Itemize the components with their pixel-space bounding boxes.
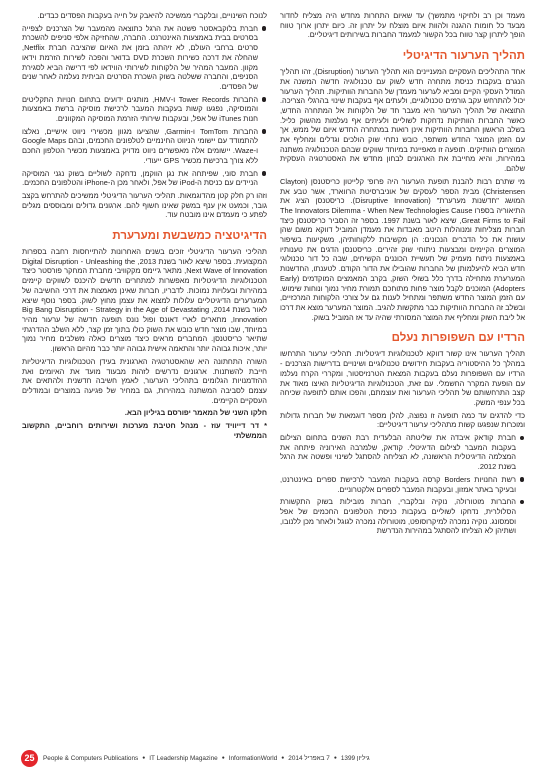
footer-publisher: People & Computers Publications: [43, 754, 139, 762]
bullet-icon: [520, 436, 524, 440]
continuation-paragraph: לנוכח השינויים, ובלקברי ממשיכה להיאבק על חייה בעקבות הפסדים כבדים.: [37, 11, 267, 20]
section-heading: הרדיו עם השפופרות נעלם: [391, 332, 525, 345]
footer-issue: גיליון 1399: [340, 754, 370, 762]
footer-separator-icon: ●: [221, 755, 225, 761]
bullet-text: רשת החנויות Borders קרסה בעקבות המעבר לרכישת ספרים באינטרנט, ובעיקר באתר אמזון, ובעקבות המעבר לספרים אלקטרוניים.: [280, 474, 516, 494]
bullet-icon: [262, 129, 266, 133]
next-issue-note: חלקו השני של המאמר יפורסם בגיליון הבא.: [124, 408, 267, 418]
bullet-text: החברות TomTom ו-Garmin, שהציעו מגוון מכשירי ניווט אישיים, נאלצו להתמודד עם יישומי הניווט החינמיים לטלפונים החכמים, ובהם Google Maps ו-Waze. יישומים אלה מאפשרים ניווט מדויק באמצעות מכשיר הטלפון החכם ללא צורך ברכישת מכשיר GPS ייעודי.: [22, 126, 259, 165]
page-footer: [21, 748, 370, 768]
footer-separator-icon: ●: [333, 755, 337, 761]
left-column: [22, 11, 267, 443]
footer-magazine: IT Leadership Magazine: [149, 754, 218, 762]
bullet-icon: [520, 500, 524, 504]
section-heading: הדיגיטציה כמשבשת ומערערת: [112, 230, 267, 243]
bullet-text: חברת בלוקבאסטר פשטה את הרגל כתוצאה מהמעבר של הצרכנים לצפייה בסרטים בבית באמצעות האינטרנט. החברה, שהחזיקה אלפי סניפים להשכרת סרטים ברחבי העולם, לא זיהתה בזמן את האיום שהציבה חברת Netflix, שהחלה את דרכה כשירות השכרת DVD בדואר והפכה לשירות הזרמת וידאו מקוון. המעבר המהיר של הלקוחות לשירותי הווידאו לפי דרישה הביא לסגירת הסניפים, והחברה ששלטה בשוק השכרת הסרטים הביתית נעלמה לאחר שנים של הפסדים.: [22, 23, 258, 91]
bullet-item: [280, 433, 525, 472]
intro-paragraph: מעמד וכן רב ולחיקוי מתמשך) עד שאיום התחרות מחדש היה מצליח לחדור מבעד כל חומות ההגנה ולהוות איום מוצלח על יתרון זה. כיום יתרון ארוך טווח הופך ליתרון קצר טווח בכל הקשור למעמד החברות בשירותים דיגיטליים.: [280, 11, 525, 40]
body-paragraph: תהליך הערעור אינו קשור דווקא לטכנולוגיות דיגיטליות. תהליכי ערעור התרחשו במהלך כל ההיסטוריה בעקבות חידושים טכנולוגיים ושינויים בדרישות הצרכנים - הרדיו עם השפופרות נעלם בעקבות המצאת הטרנזיסטור, ומקררי הקרח נעלמו עם הופעת המקרר החשמלי. עם זאת, הטכנולוגיות הדיגיטליות האיצו מאוד את קצב התרחשותם של תהליכי הערעור ואת עוצמתם, והפכו אותם לתופעה שכיחה בכל ענפי המשק.: [280, 349, 525, 407]
bullet-item: [22, 24, 267, 92]
footer-date: 7 באפריל 2014: [288, 754, 330, 762]
bullet-text: החברות מוטורולה, נוקיה ובלקברי, חברות מובילות בשוק התקשורת הסלולרית, נדחקו לשוליים בעקבות כניסת הטלפונים החכמים של אפל וסמסונג. נוקיה נמכרה למיקרוסופט, מוטורולה נמכרה לגוגל ולאחר מכן ללנובו, ושתיהן לא הצליחו להסתגל במהירות הנדרשת: [280, 497, 516, 536]
footer-separator-icon: ●: [142, 755, 146, 761]
bullet-item: [22, 169, 267, 188]
bullet-item: [22, 95, 267, 124]
body-paragraph: תהליכי הערעור הדיגיטלי זוכים בשנים האחרונות להתייחסות רחבה בספרות המקצועית. בספר שיצא לאור בשנת 2013, Digital Disruption - Unleashing the Next Wave of Innovation, מתאר ג'יימס מקקוויבי מחברת המחקר פורסטר כיצד הטכנולוגיות הדיגיטליות מאפשרות למתחרים חדשים להיכנס לשווקים קיימים במהירות ובעלויות נמוכות. לדבריו, חברות שאינן מאמצות את דרכי החשיבה של המערערים הדיגיטליים עלולות למצוא את עצמן מחוץ לשוק. בספר נוסף שיצא לאור בשנת 2014, Big Bang Disruption - Strategy in the Age of Devastating Innovation, מתארים לארי דאונס ופול נונס תופעה חדשה של ערעור מהיר במיוחד, שבו מוצר חדש כובש את השוק כולו בתוך זמן קצר, ללא השלב ההדרגתי שתיאר כריסטנסן. המחברים מראים כיצד מוצרים כאלה משלבים מחיר נמוך יותר, איכות גבוהה יותר והתאמה אישית גבוהה יותר כבר מהיום הראשון.: [22, 247, 268, 354]
body-paragraph: וזהו רק חלק קטן מהדוגמאות. תהליכי הערעור הדיגיטלי ממשיכים להתרחש בקצב גובר, וכמעט אין ענף במשק שאינו חשוף להם. ארגונים גדולים ומבוססים מגלים לפתע כי מעמדם אינו מובטח עוד.: [22, 190, 267, 220]
footer-brand: InformationWorld: [228, 754, 278, 762]
bullet-item: [280, 475, 525, 494]
body-paragraph: מי שתרם רבות להבנת תופעת הערעור היה פרופ' קלייטון כריסטנסן (Clayton Christensen) מבית הספר לעסקים של אוניברסיטת הרווארד, אשר טבע את המושג "חדשנות מערערת" (Disruptive Innovation). כריסטנסן הציג את התיאוריה בספרו The Innovators Dilemma - When New Technologies Cause Great Firms to Fail, שיצא לאור בשנת 1997. בספר זה הסביר כריסטנסן כיצד חברות מצליחות ומנוהלות היטב מאבדות את מעמדן המוביל דווקא משום שהן עושות את כל הדברים הנכונים: הן מקשיבות ללקוחותיהן, משקיעות בשיפור המוצרים הקיימים ומבצעות ניתוחי שוק זהירים. כריסטנסן הדגים את טענותיו באמצעות ניתוח מעמיק של תעשיית הכוננים הקשיחים, שבה כל דור טכנולוגי חדש הביא להיעלמותן של החברות שהובילו את הדור הקודם. לטענתו, החדשנות המערערת מתחילה בדרך כלל בשולי השוק, בקרב המאמצים המוקדמים (Early Adopters) המוכנים לקבל מוצר פחות מתוחכם תמורת מחיר נמוך ונוחות שימוש. עם הזמן המוצר החדש משתפר ומתחיל לענות גם על צורכי הלקוחות המרכזיים, ובשלב זה החברות הוותיקות כבר מתקשות להגיב. המוצר המערער מוצא את דרכו אל ליבת השוק ומחליף את המוצר המסורתי שהיה עד אז המוביל בשוק.: [280, 176, 526, 322]
bullet-text: החברות Tower Records ו-HMV, מותגים ידועים בתחום חנויות התקליטים והמוסיקה, נפגעו קשות בעקבות המעבר לרכישת מוסיקה ברשת באמצעות חנות iTunes של אפל, ובעקבות שירותי הזרמת המוסיקה המקוונים.: [22, 94, 259, 124]
bullet-icon: [262, 97, 266, 101]
page-number-badge: 25: [21, 750, 38, 767]
author-note: * דר דייוויד עוז - מנהל חטיבת מערכות ושירותים רוחביים, התקשוב הממשלתי: [22, 421, 267, 440]
bullet-text: חברת סוני, שפיתחה את נגן הווקמן, נדחקה לשוליים בשוק נגני המוסיקה הניידים עם כניסת ה-iPod של אפל, ולאחר מכן ה-iPhone והטלפונים החכמים.: [22, 168, 258, 188]
body-paragraph: השורה התחתונה היא שהאסטרטגיה הארגונית בעידן הטכנולוגיות הדיגיטליות חייבת להשתנות. ארגונים נדרשים לזהות מבעוד מועד את האיומים ואת ההזדמנויות הגלומים בתהליכי הערעור, לאמץ חשיבה חדשנית ולהתאים את עצמם לסביבה המשתנה במהירות, גם במחיר של פגיעה במוצרים ובמודלים העסקיים הקיימים.: [22, 356, 267, 405]
bullet-icon: [262, 26, 266, 30]
bullet-text: חברת קודאק איבדה את שליטתה הבלעדית רבת השנים בתחום הצילום בעקבות המעבר לצילום הדיגיטלי. קודאק, שלמרבה האירוניה פיתחה את המצלמה הדיגיטלית הראשונה, לא הצליחה להסתגל לשינוי ופשטה את הרגל בשנת 2012.: [280, 433, 516, 472]
section-heading: תהליך הערעור הדיגיטלי: [402, 50, 525, 63]
bullet-icon: [262, 171, 266, 175]
right-column: [280, 11, 525, 539]
body-paragraph: כדי להדגים עד כמה תופעה זו נפוצה, להלן מספר דוגמאות של חברות גדולות ומוכרות שנפגעו קשות מתהליכי ערעור דיגיטליים:: [280, 410, 525, 430]
footer-separator-icon: ●: [281, 755, 285, 761]
bullet-icon: [520, 477, 524, 481]
bullet-item: [280, 497, 525, 536]
bullet-item: [22, 127, 267, 166]
body-paragraph: אחד התהליכים העסקיים המעניינים הוא תהליך הערעור (Disruption), זהו תהליך הנגרם בעקבות כניסת מתחרה חדש לשוק עם טכנולוגיה חדשה המשנה את המודל העסקי הקיים ומביא לערעור מעמדן של החברות הוותיקות. תהליך הערעור יכול להתרחש עקב גורמים טכנולוגיים, ולעתים אף בעקבות שינוי בהרגלי הצריכה. התוצאה של תהליך הערעור היא מעבר חד של הלקוחות אל המתחרה החדש, כאשר החברות הוותיקות נדחקות לשוליים ולעיתים אף נעלמות מהשוק כליל. בשלב הראשון החברות הוותיקות אינן רואות במתחרה החדש איום של ממש, אך עם הזמן המוצר החדש משתפר, כובש נתחי שוק הולכים וגדלים ומחליף את המוצרים הוותיקים. תופעה זו מאפיינת במיוחד שווקים שבהם הטכנולוגיה משתנה במהירות, והיא מחייבת את הארגונים לבחון מחדש את האסטרטגיה העסקית שלהם.: [280, 67, 525, 174]
